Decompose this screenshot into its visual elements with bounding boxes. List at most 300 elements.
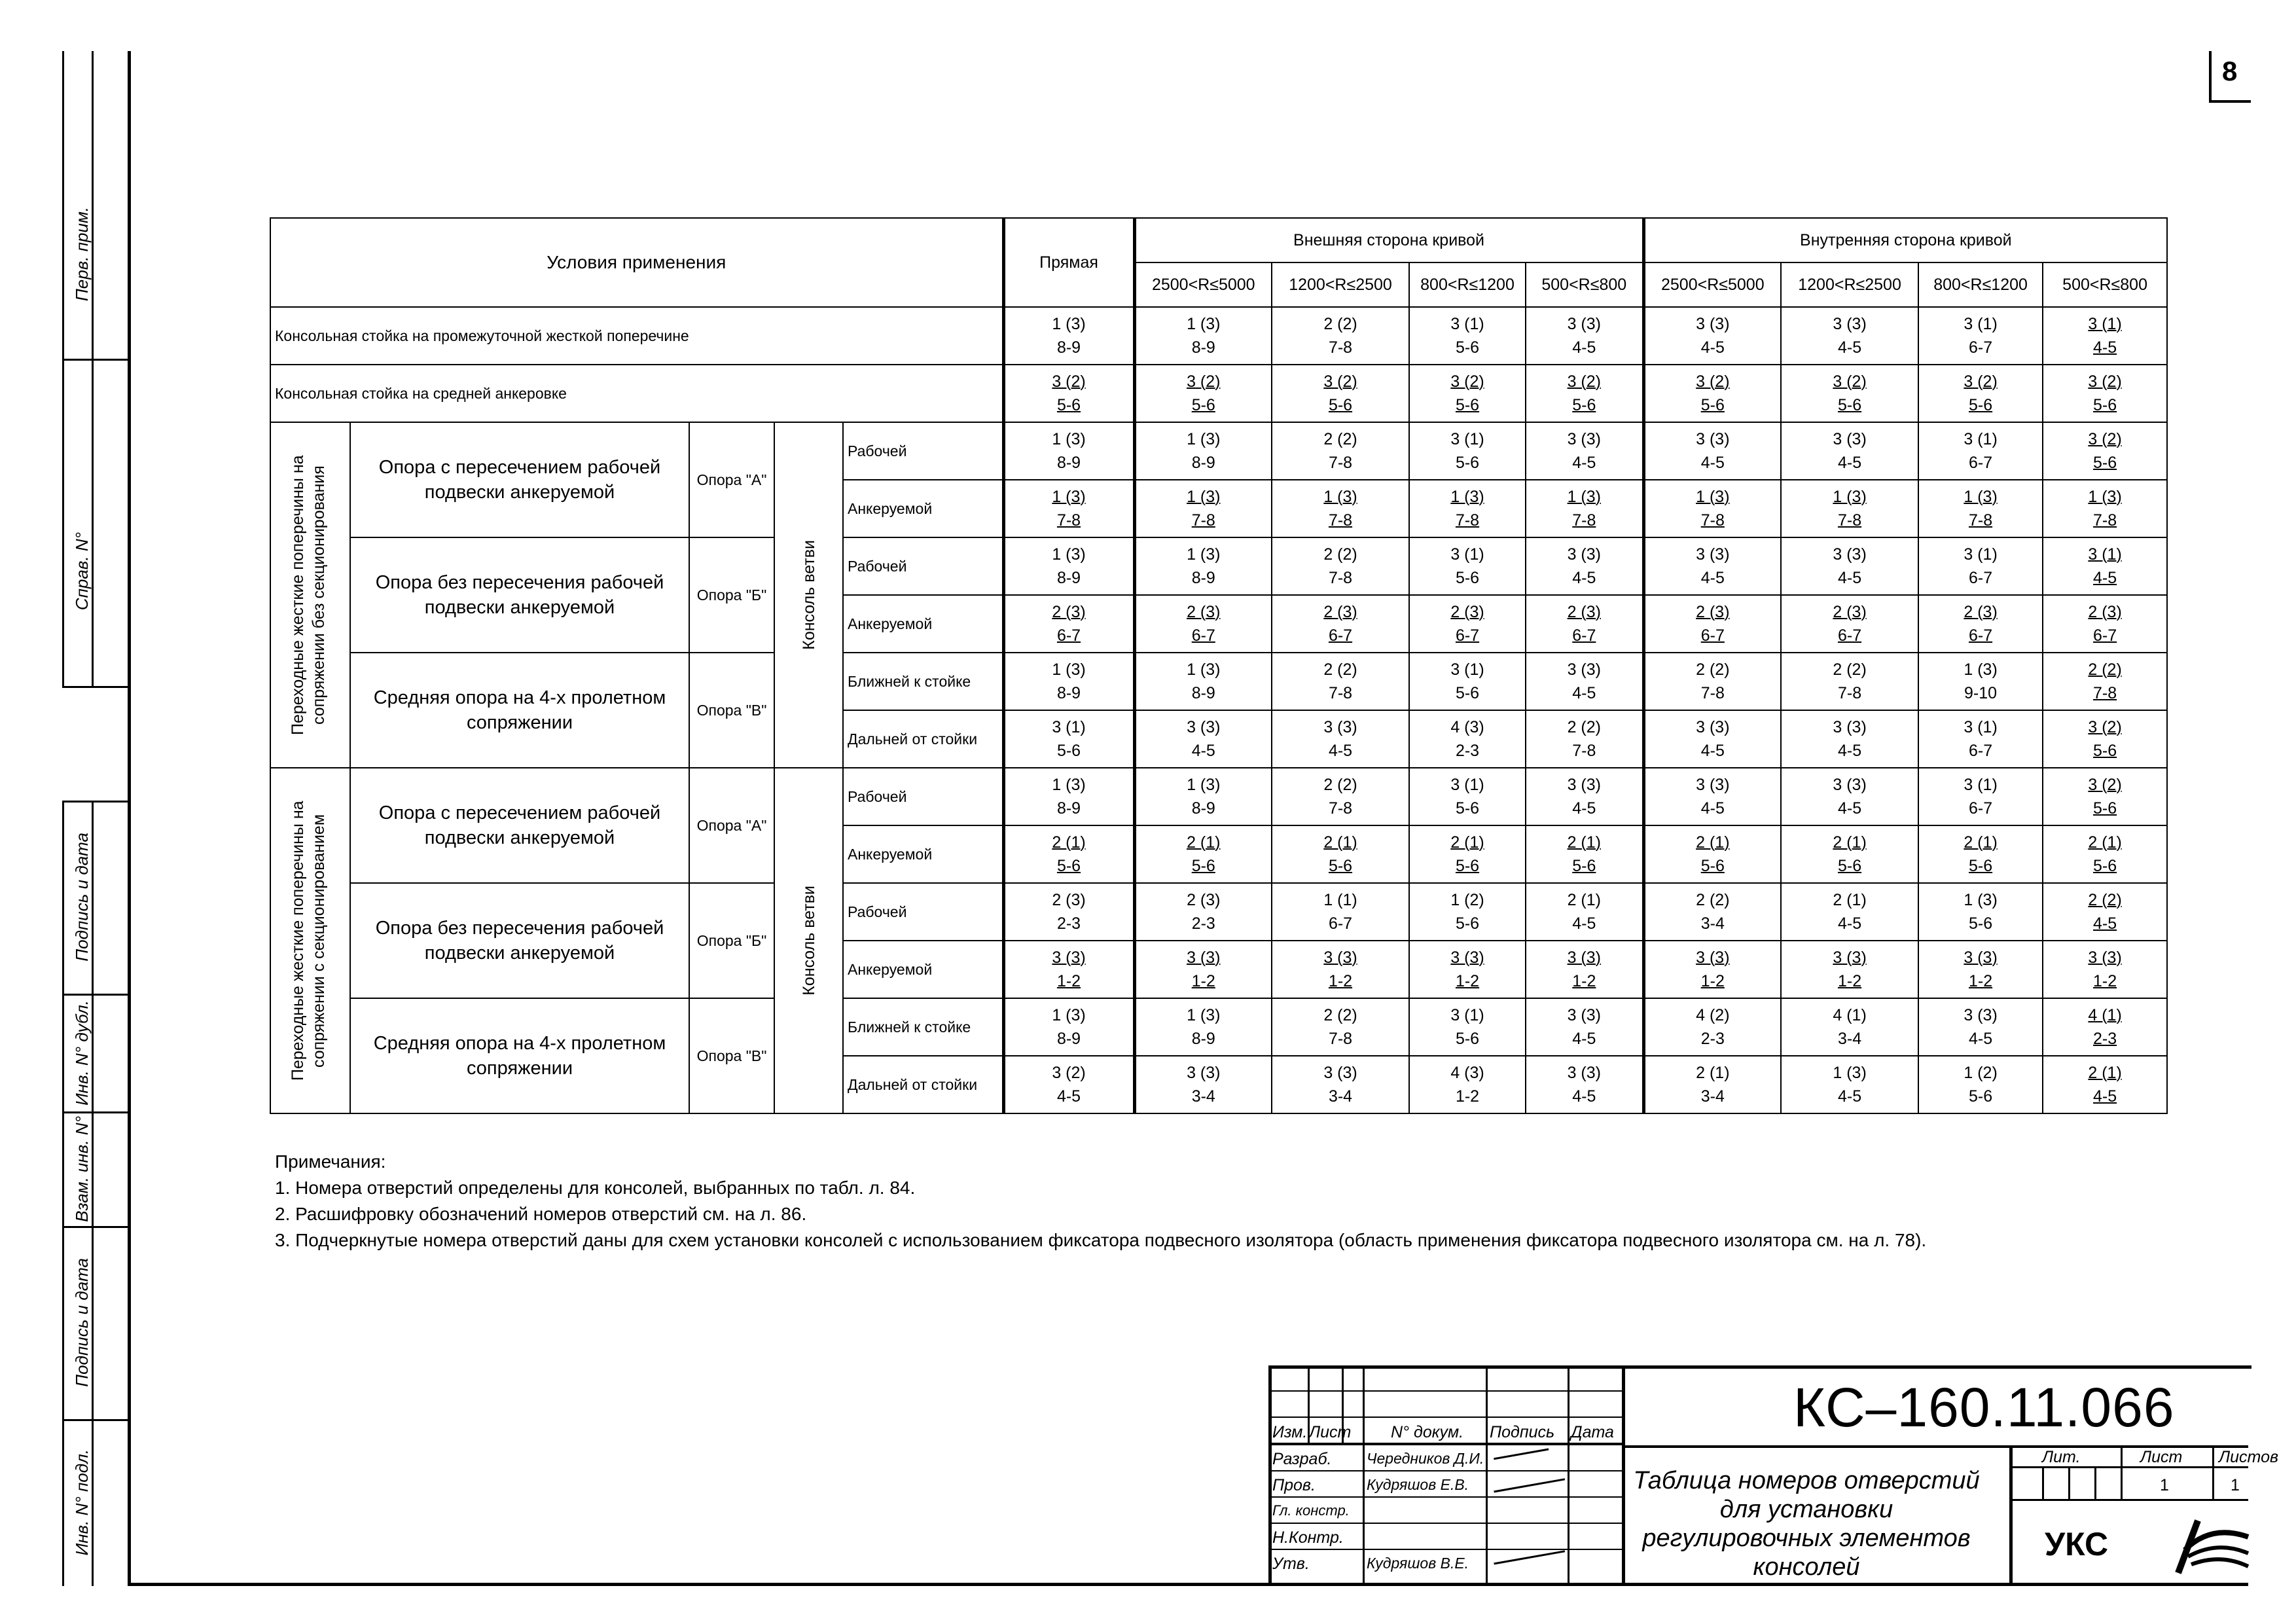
hole-range: 4-5 <box>2093 569 2117 587</box>
hole-value-cell <box>1409 365 1526 422</box>
hole-range: 8-9 <box>1056 1030 1081 1048</box>
branch-label: Рабочей <box>843 768 1003 825</box>
hole-range: 1-2 <box>1455 1087 1480 1106</box>
hole-range: 5-6 <box>1455 914 1480 933</box>
hole-value-cell <box>1918 365 2043 422</box>
hole-number: 2 (3) <box>1052 891 1086 909</box>
support-type: Опора "А" <box>689 768 774 883</box>
hole-number: 2 (1) <box>1964 833 1998 852</box>
hole-number: 2 (2) <box>1323 660 1357 679</box>
hole-number: 1 (3) <box>1187 430 1221 448</box>
hole-number: 3 (3) <box>1567 430 1601 448</box>
hole-value-cell <box>1643 768 1781 825</box>
hole-range: 7-8 <box>2093 511 2117 530</box>
hole-value-cell <box>2043 537 2167 595</box>
header-conditions: Условия применения <box>270 218 1003 307</box>
hole-range: 1-2 <box>1056 972 1081 990</box>
support-type: Опора "В" <box>689 998 774 1113</box>
hole-number: 3 (1) <box>1450 1006 1484 1024</box>
hole-number: 3 (2) <box>2088 718 2122 736</box>
branch-label: Рабочей <box>843 537 1003 595</box>
hole-number: 2 (3) <box>2088 603 2122 621</box>
hole-range: 2-3 <box>1191 914 1215 933</box>
hole-value-cell <box>1134 768 1272 825</box>
hole-value-cell <box>1781 998 1918 1056</box>
hole-number: 3 (3) <box>1323 1064 1357 1082</box>
hole-value-cell <box>1134 537 1272 595</box>
hole-value-cell <box>1643 998 1781 1056</box>
strip-divider <box>62 359 128 361</box>
hole-range: 4-5 <box>2093 1087 2117 1106</box>
table-row <box>270 883 2167 941</box>
tb-line <box>1268 1416 1622 1418</box>
hole-value-cell <box>1003 1056 1134 1113</box>
hole-number: 3 (3) <box>1567 1064 1601 1082</box>
hole-range: 1-2 <box>1191 972 1215 990</box>
header-range-inner: 800<R≤1200 <box>1918 262 2043 307</box>
hole-range: 7-8 <box>1328 1030 1353 1048</box>
hole-range: 6-7 <box>1968 799 1993 818</box>
hole-number: 3 (3) <box>1567 545 1601 564</box>
hole-range: 4-5 <box>1572 1030 1596 1048</box>
hole-value-cell <box>1409 422 1526 480</box>
hole-range: 1-2 <box>1837 972 1862 990</box>
tb-line <box>1622 1365 1625 1583</box>
hole-number: 1 (1) <box>1323 891 1357 909</box>
hole-number: 3 (3) <box>1696 545 1730 564</box>
hole-range: 4-5 <box>1572 1087 1596 1106</box>
hole-value-cell <box>1526 595 1643 653</box>
hole-number: 3 (1) <box>1450 545 1484 564</box>
hole-range: 4-5 <box>1700 569 1725 587</box>
hole-number: 3 (2) <box>1567 372 1601 391</box>
strip-label-signature-date-2: Подпись и дата <box>71 1258 92 1387</box>
hole-range: 5-6 <box>1700 396 1725 414</box>
tb-header-list: Лист <box>1309 1423 1352 1441</box>
hole-range: 7-8 <box>1328 338 1353 357</box>
hole-range: 6-7 <box>1837 626 1862 645</box>
hole-range: 7-8 <box>1191 511 1215 530</box>
hole-value-cell <box>1643 480 1781 537</box>
strip-label-vzam-inv: Взам. инв. N° <box>71 1115 92 1222</box>
hole-number: 2 (2) <box>1696 660 1730 679</box>
support-type: Опора "В" <box>689 653 774 768</box>
hole-range: 4-5 <box>1572 454 1596 472</box>
hole-number: 1 (3) <box>1567 488 1601 506</box>
hole-number: 3 (2) <box>1323 372 1357 391</box>
hole-number: 1 (3) <box>1964 488 1998 506</box>
hole-range: 6-7 <box>1968 454 1993 472</box>
hole-range: 5-6 <box>1455 569 1480 587</box>
hole-value-cell <box>2043 422 2167 480</box>
tb-name-developer: Чередников Д.И. <box>1367 1450 1484 1467</box>
hole-number: 3 (2) <box>2088 372 2122 391</box>
hole-value-cell <box>1272 422 1409 480</box>
row-condition-label: Консольная стойка на средней анкеровке <box>270 365 1003 422</box>
hole-value-cell <box>1409 941 1526 998</box>
header-inner-side: Внутренняя сторона кривой <box>1643 218 2167 262</box>
hole-number: 3 (1) <box>1964 776 1998 794</box>
hole-range: 5-6 <box>2093 857 2117 875</box>
hole-range: 9-10 <box>1964 684 1998 702</box>
hole-number: 3 (1) <box>1450 660 1484 679</box>
tb-role-developer: Разраб. <box>1272 1450 1332 1468</box>
hole-value-cell <box>1003 537 1134 595</box>
hole-value-cell <box>1918 653 2043 710</box>
hole-range: 4-5 <box>1328 742 1353 760</box>
hole-range: 5-6 <box>1968 914 1993 933</box>
hole-range: 8-9 <box>1056 454 1081 472</box>
hole-value-cell <box>1272 883 1409 941</box>
hole-value-cell <box>1003 365 1134 422</box>
hole-range: 8-9 <box>1056 799 1081 818</box>
hole-range: 7-8 <box>1328 569 1353 587</box>
hole-number: 2 (2) <box>1323 545 1357 564</box>
hole-value-cell <box>1643 1056 1781 1113</box>
header-range-outer: 500<R≤800 <box>1526 262 1643 307</box>
hole-range: 5-6 <box>1328 857 1353 875</box>
hole-range: 6-7 <box>1455 626 1480 645</box>
hole-number: 4 (2) <box>1696 1006 1730 1024</box>
hole-number: 3 (2) <box>1052 372 1086 391</box>
hole-range: 8-9 <box>1191 1030 1215 1048</box>
group-label-cell <box>270 768 350 1113</box>
hole-range: 4-5 <box>1700 454 1725 472</box>
hole-value-cell <box>2043 595 2167 653</box>
hole-range: 4-5 <box>1572 914 1596 933</box>
hole-value-cell <box>1003 480 1134 537</box>
hole-value-cell <box>1409 768 1526 825</box>
hole-value-cell <box>1134 653 1272 710</box>
hole-number: 1 (3) <box>1187 545 1221 564</box>
hole-number: 3 (3) <box>1833 430 1867 448</box>
hole-range: 8-9 <box>1191 684 1215 702</box>
header-range-inner: 1200<R≤2500 <box>1781 262 1918 307</box>
hole-range: 5-6 <box>1968 396 1993 414</box>
console-label: Консоль ветви <box>799 886 818 996</box>
hole-value-cell <box>1526 710 1643 768</box>
hole-number: 1 (3) <box>1964 660 1998 679</box>
hole-number: 3 (3) <box>1187 718 1221 736</box>
hole-range: 5-6 <box>1455 799 1480 818</box>
hole-value-cell <box>1526 825 1643 883</box>
hole-value-cell <box>1781 653 1918 710</box>
hole-number: 2 (1) <box>1052 833 1086 852</box>
hole-value-cell <box>1643 825 1781 883</box>
hole-number: 1 (2) <box>1450 891 1484 909</box>
group-label-cell <box>270 422 350 768</box>
hole-value-cell <box>1272 825 1409 883</box>
hole-value-cell <box>1272 480 1409 537</box>
hole-value-cell <box>1003 998 1134 1056</box>
hole-number: 1 (3) <box>1052 1006 1086 1024</box>
hole-value-cell <box>1003 883 1134 941</box>
tb-line <box>1268 1523 1622 1524</box>
hole-value-cell <box>1134 941 1272 998</box>
hole-range: 4-5 <box>1572 338 1596 357</box>
hole-number: 3 (2) <box>1964 372 1998 391</box>
hole-number: 3 (3) <box>1964 1006 1998 1024</box>
hole-value-cell <box>1781 941 1918 998</box>
hole-value-cell <box>1409 1056 1526 1113</box>
hole-number: 2 (3) <box>1833 603 1867 621</box>
hole-number: 3 (2) <box>1450 372 1484 391</box>
hole-range: 5-6 <box>1572 857 1596 875</box>
hole-range: 7-8 <box>1837 511 1862 530</box>
strip-label-inv-dubl: Инв. N° дубл. <box>71 1000 92 1106</box>
hole-range: 2-3 <box>1455 742 1480 760</box>
hole-range: 7-8 <box>1968 511 1993 530</box>
hole-value-cell <box>1918 710 2043 768</box>
hole-number: 2 (1) <box>2088 1064 2122 1082</box>
hole-number: 1 (3) <box>1052 430 1086 448</box>
support-name: Опора с пересечением рабочей подвески анкеруемой <box>350 768 689 883</box>
branch-label: Рабочей <box>843 422 1003 480</box>
hole-value-cell <box>1781 883 1918 941</box>
hole-number: 2 (1) <box>1833 833 1867 852</box>
tb-sheet-label: Лист <box>2140 1448 2183 1466</box>
tb-line <box>1363 1365 1365 1583</box>
hole-range: 6-7 <box>2093 626 2117 645</box>
hole-value-cell <box>1134 365 1272 422</box>
strip-line <box>62 801 64 1586</box>
hole-value-cell <box>1134 307 1272 365</box>
strip-label-sprav: Справ. N° <box>71 532 92 611</box>
hole-number: 2 (3) <box>1187 891 1221 909</box>
hole-number: 3 (3) <box>1323 718 1357 736</box>
hole-range: 4-5 <box>1837 742 1862 760</box>
hole-value-cell <box>1272 998 1409 1056</box>
hole-value-cell <box>1272 710 1409 768</box>
hole-value-cell <box>1918 1056 2043 1113</box>
tb-line <box>1268 1496 1622 1498</box>
tb-line <box>2094 1466 2096 1499</box>
group-label: Переходные жесткие поперечины на сопряжении без секционирования <box>289 455 328 735</box>
hole-range: 6-7 <box>1191 626 1215 645</box>
hole-range: 7-8 <box>1328 684 1353 702</box>
tb-sheets-value: 1 <box>2231 1476 2240 1494</box>
hole-range: 4-5 <box>1700 338 1725 357</box>
hole-number: 1 (3) <box>1450 488 1484 506</box>
hole-range: 4-5 <box>1837 338 1862 357</box>
note-1: 1. Номера отверстий определены для консолей, выбранных по табл. л. 84. <box>275 1178 916 1198</box>
tb-line <box>1268 1549 1622 1550</box>
hole-range: 5-6 <box>1572 396 1596 414</box>
hole-value-cell <box>1409 710 1526 768</box>
hole-range: 4-5 <box>1572 684 1596 702</box>
tb-sheet-value: 1 <box>2160 1476 2169 1494</box>
hole-range: 1-2 <box>1572 972 1596 990</box>
hole-number: 4 (1) <box>1833 1006 1867 1024</box>
hole-value-cell <box>1781 710 1918 768</box>
table-row <box>270 307 2167 365</box>
tb-header-signature: Подпись <box>1490 1423 1555 1441</box>
hole-range: 8-9 <box>1056 338 1081 357</box>
hole-range: 5-6 <box>2093 454 2117 472</box>
support-name: Опора без пересечения рабочей подвески анкеруемой <box>350 537 689 653</box>
hole-value-cell <box>1526 941 1643 998</box>
hole-range: 4-5 <box>2093 338 2117 357</box>
table-row <box>270 537 2167 595</box>
hole-range: 7-8 <box>1328 799 1353 818</box>
hole-number: 2 (2) <box>1323 776 1357 794</box>
hole-range: 5-6 <box>2093 396 2117 414</box>
strip-label-inv-podl: Инв. N° подл. <box>71 1449 92 1556</box>
hole-value-cell <box>1781 1056 1918 1113</box>
hole-range: 5-6 <box>1837 857 1862 875</box>
hole-number: 3 (1) <box>1450 430 1484 448</box>
hole-number: 2 (1) <box>1696 1064 1730 1082</box>
hole-number: 3 (1) <box>1964 430 1998 448</box>
hole-value-cell <box>1918 768 2043 825</box>
hole-range: 7-8 <box>1455 511 1480 530</box>
hole-number: 3 (2) <box>2088 430 2122 448</box>
hole-value-cell <box>1003 595 1134 653</box>
hole-number: 1 (3) <box>1052 545 1086 564</box>
hole-range: 6-7 <box>1968 626 1993 645</box>
hole-value-cell <box>1409 998 1526 1056</box>
hole-range: 5-6 <box>2093 799 2117 818</box>
hole-range: 8-9 <box>1191 799 1215 818</box>
holes-table <box>270 217 2168 1114</box>
branch-label: Рабочей <box>843 883 1003 941</box>
table-row <box>270 998 2167 1056</box>
hole-range: 2-3 <box>2093 1030 2117 1048</box>
hole-range: 4-5 <box>1700 799 1725 818</box>
hole-range: 5-6 <box>1455 454 1480 472</box>
support-type: Опора "А" <box>689 422 774 537</box>
hole-number: 1 (3) <box>1187 776 1221 794</box>
hole-value-cell <box>2043 365 2167 422</box>
hole-value-cell <box>1272 653 1409 710</box>
hole-range: 6-7 <box>1056 626 1081 645</box>
organization-logo-icon <box>2172 1517 2248 1576</box>
table-row <box>270 768 2167 825</box>
support-name: Опора с пересечением рабочей подвески анкеруемой <box>350 422 689 537</box>
hole-value-cell <box>1409 653 1526 710</box>
tb-line <box>2009 1499 2248 1501</box>
note-3: 3. Подчеркнутые номера отверстий даны для схем установки консолей с использованием фиксатора подвесного изолятора (область применения фиксатора подвесного изолятора см. на л. 78). <box>275 1230 1927 1250</box>
row-condition-label: Консольная стойка на промежуточной жесткой поперечине <box>270 307 1003 365</box>
hole-value-cell <box>1781 825 1918 883</box>
hole-value-cell <box>1409 825 1526 883</box>
hole-number: 3 (3) <box>2088 948 2122 967</box>
hole-number: 2 (3) <box>1964 603 1998 621</box>
hole-value-cell <box>1526 998 1643 1056</box>
tb-line <box>1268 1443 1622 1445</box>
hole-range: 6-7 <box>1328 626 1353 645</box>
hole-value-cell <box>1003 422 1134 480</box>
hole-number: 2 (2) <box>1323 315 1357 333</box>
hole-number: 3 (3) <box>1323 948 1357 967</box>
hole-value-cell <box>2043 480 2167 537</box>
hole-value-cell <box>2043 998 2167 1056</box>
hole-range: 7-8 <box>1700 684 1725 702</box>
hole-number: 3 (3) <box>1964 948 1998 967</box>
hole-number: 2 (2) <box>1567 718 1601 736</box>
hole-range: 1-2 <box>1328 972 1353 990</box>
hole-value-cell <box>1781 595 1918 653</box>
hole-range: 4-5 <box>1837 569 1862 587</box>
hole-range: 4-5 <box>1700 742 1725 760</box>
support-name: Средняя опора на 4-х пролетном сопряжении <box>350 653 689 768</box>
hole-range: 3-4 <box>1328 1087 1353 1106</box>
header-range-outer: 800<R≤1200 <box>1409 262 1526 307</box>
hole-value-cell <box>2043 307 2167 365</box>
hole-number: 3 (3) <box>1833 718 1867 736</box>
hole-range: 5-6 <box>1455 1030 1480 1048</box>
table-row <box>270 365 2167 422</box>
branch-label: Анкеруемой <box>843 941 1003 998</box>
hole-number: 2 (2) <box>1833 660 1867 679</box>
hole-value-cell <box>1409 480 1526 537</box>
hole-range: 8-9 <box>1191 569 1215 587</box>
hole-number: 2 (2) <box>2088 660 2122 679</box>
hole-number: 2 (1) <box>1833 891 1867 909</box>
hole-number: 3 (3) <box>1567 660 1601 679</box>
hole-value-cell <box>1526 422 1643 480</box>
hole-number: 3 (1) <box>2088 545 2122 564</box>
hole-range: 6-7 <box>1968 742 1993 760</box>
hole-value-cell <box>1526 307 1643 365</box>
hole-value-cell <box>1918 480 2043 537</box>
hole-value-cell <box>1272 537 1409 595</box>
hole-number: 3 (3) <box>1450 948 1484 967</box>
hole-range: 4-5 <box>1056 1087 1081 1106</box>
console-label-cell <box>774 768 843 1113</box>
support-type: Опора "Б" <box>689 883 774 998</box>
hole-number: 3 (3) <box>1696 315 1730 333</box>
hole-number: 2 (3) <box>1052 603 1086 621</box>
hole-range: 8-9 <box>1056 569 1081 587</box>
header-range-inner: 500<R≤800 <box>2043 262 2167 307</box>
group-label: Переходные жесткие поперечины на сопряжении с секционированием <box>289 801 328 1081</box>
header-range-outer: 1200<R≤2500 <box>1272 262 1409 307</box>
hole-range: 2-3 <box>1056 914 1081 933</box>
hole-value-cell <box>1526 883 1643 941</box>
hole-range: 5-6 <box>1455 684 1480 702</box>
hole-number: 2 (1) <box>1567 833 1601 852</box>
tb-line <box>1486 1365 1488 1583</box>
hole-value-cell <box>1003 768 1134 825</box>
hole-range: 2-3 <box>1700 1030 1725 1048</box>
hole-number: 2 (3) <box>1323 603 1357 621</box>
hole-number: 4 (3) <box>1450 1064 1484 1082</box>
hole-number: 1 (3) <box>1833 1064 1867 1082</box>
hole-range: 4-5 <box>1837 799 1862 818</box>
hole-value-cell <box>1918 998 2043 1056</box>
hole-value-cell <box>1643 595 1781 653</box>
left-stamp-strip <box>62 51 128 1586</box>
branch-label: Ближней к стойке <box>843 653 1003 710</box>
hole-value-cell <box>2043 941 2167 998</box>
hole-number: 1 (3) <box>1052 776 1086 794</box>
hole-number: 1 (3) <box>1696 488 1730 506</box>
hole-number: 3 (2) <box>2088 776 2122 794</box>
hole-number: 3 (2) <box>1052 1064 1086 1082</box>
hole-number: 3 (2) <box>1833 372 1867 391</box>
hole-range: 7-8 <box>2093 684 2117 702</box>
hole-range: 4-5 <box>1837 1087 1862 1106</box>
hole-value-cell <box>1409 307 1526 365</box>
hole-number: 2 (1) <box>1567 891 1601 909</box>
hole-value-cell <box>1409 595 1526 653</box>
hole-value-cell <box>1526 768 1643 825</box>
hole-number: 3 (3) <box>1833 315 1867 333</box>
hole-range: 5-6 <box>1455 396 1480 414</box>
hole-range: 7-8 <box>1572 511 1596 530</box>
hole-value-cell <box>1526 653 1643 710</box>
